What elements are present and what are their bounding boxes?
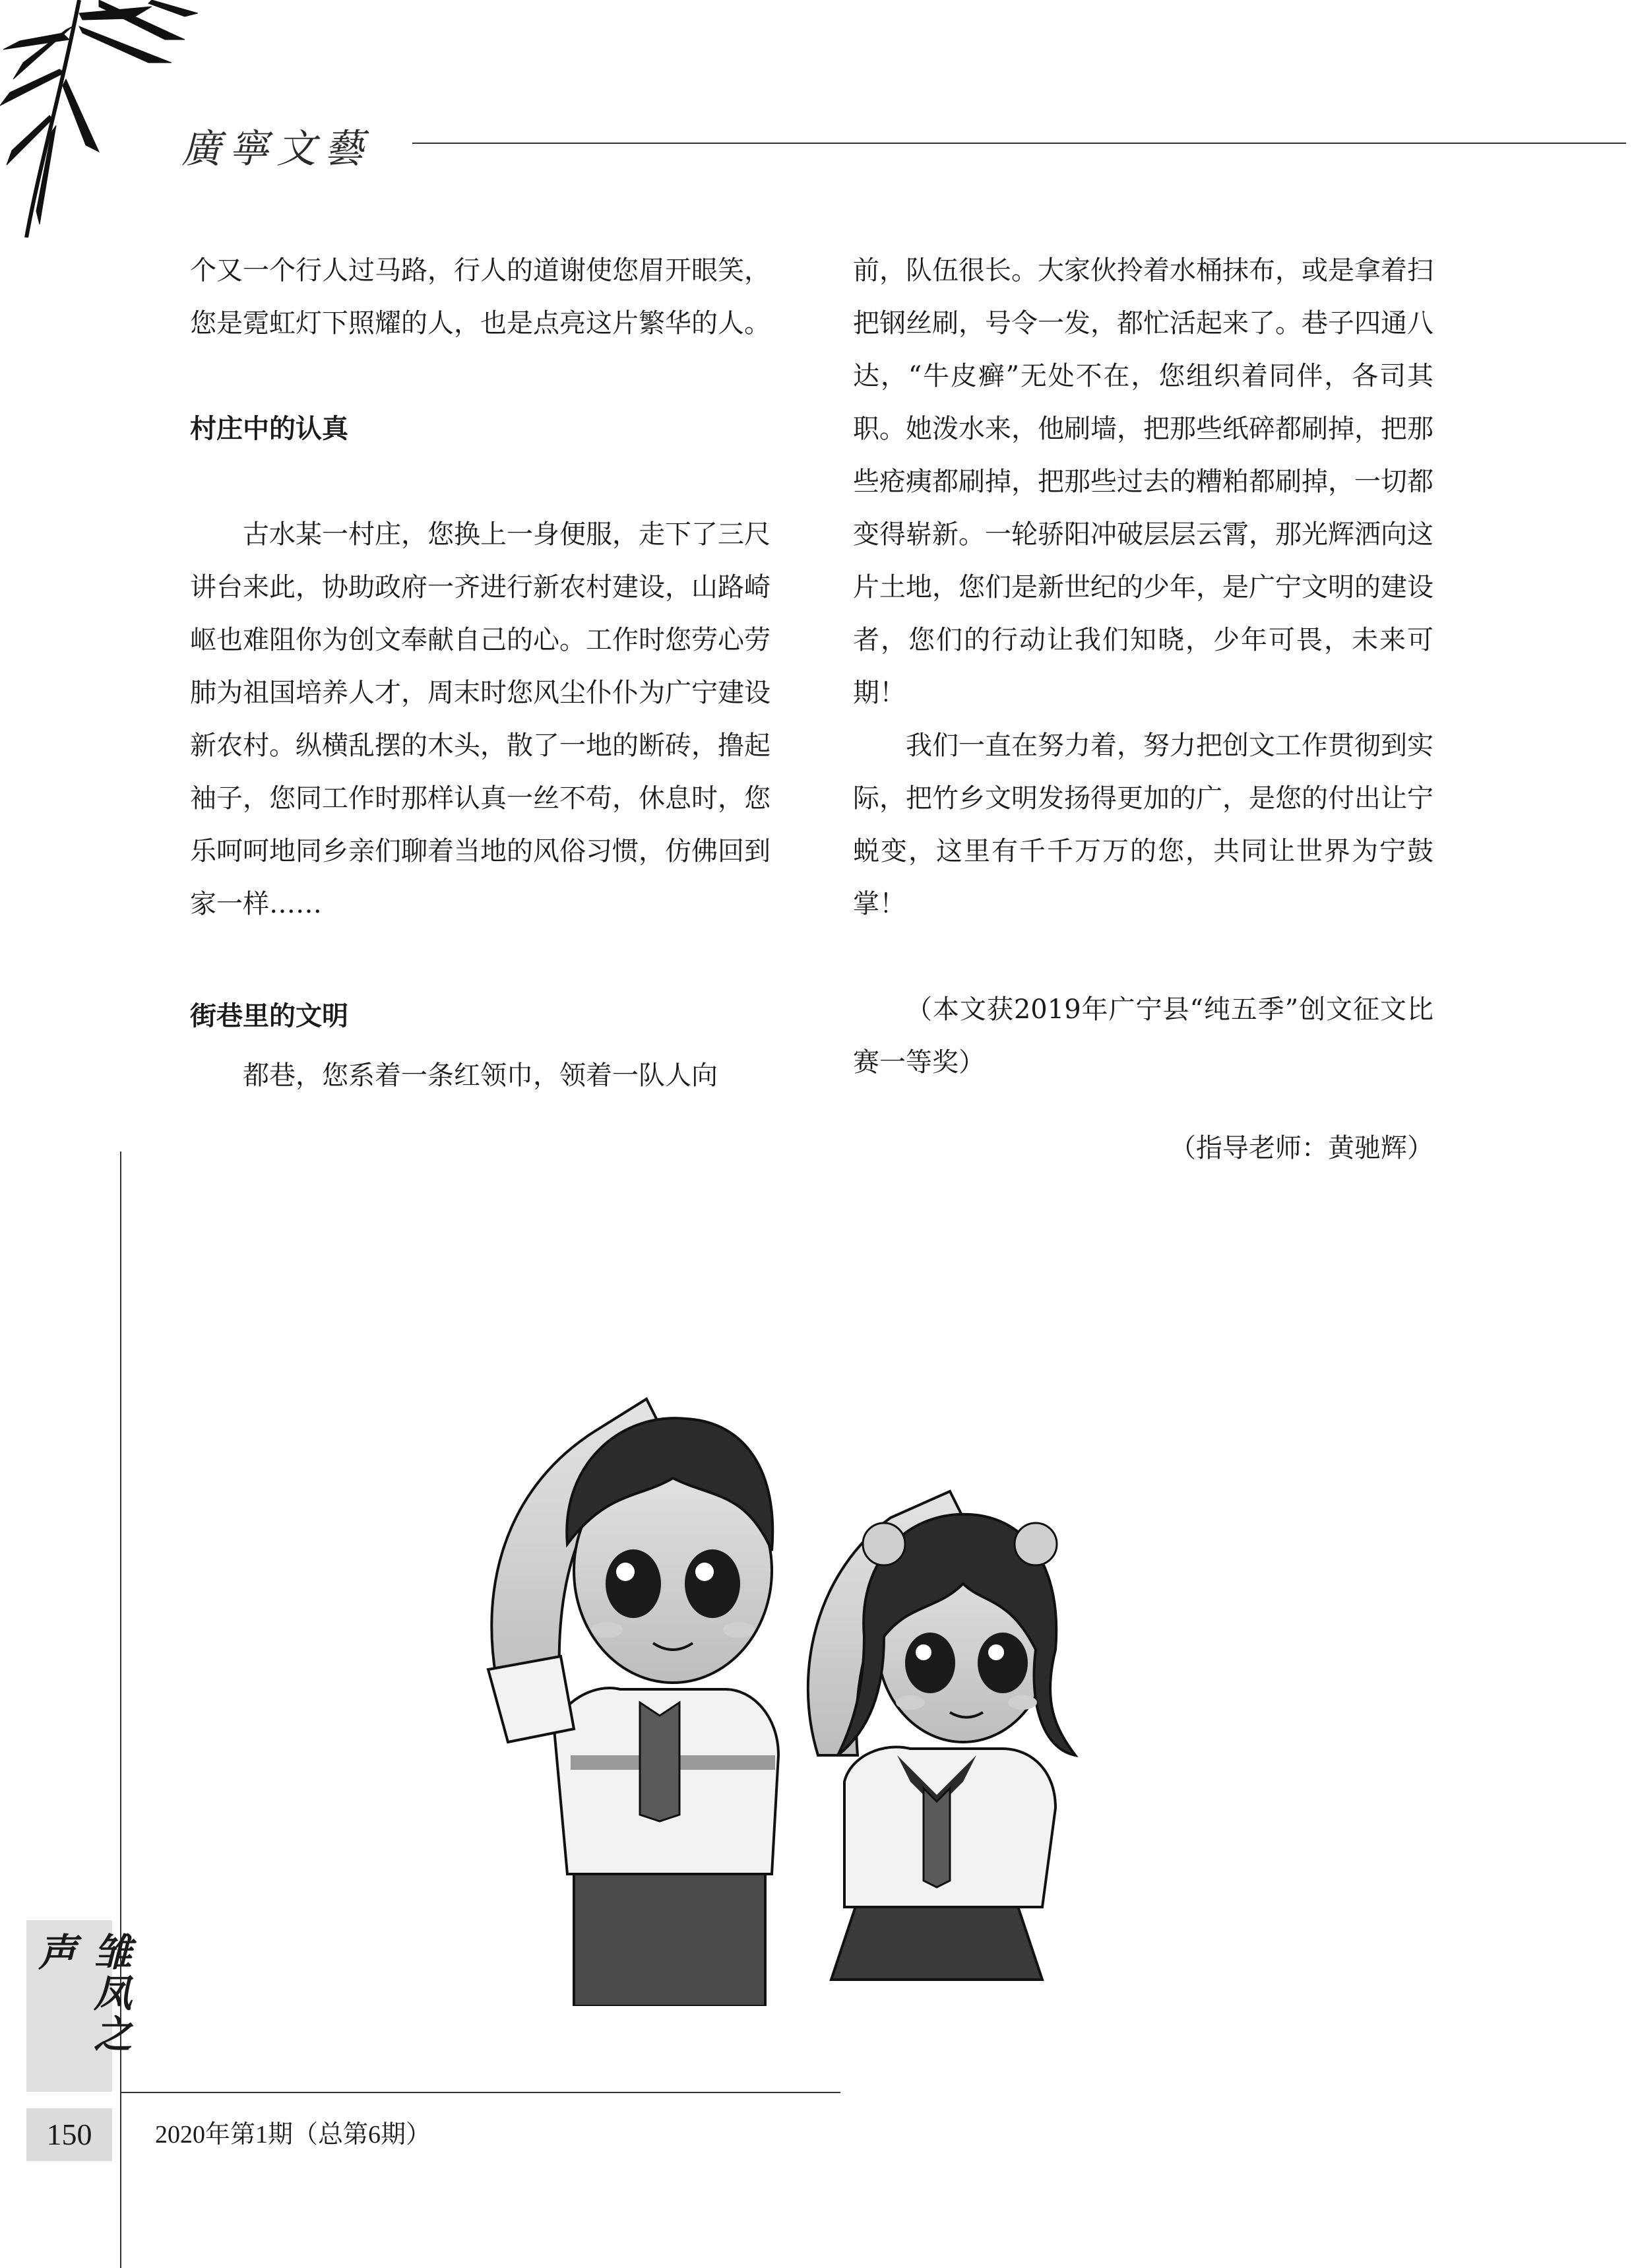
paragraph: 前，队伍很长。大家伙拎着水桶抹布，或是拿着扫把钢丝刷，号令一发，都忙活起来了。巷子四通八达，“牛皮癣”无处不在，您组织着同伴，各司其职。她泼水来，他刷墙，把那些纸碎都刷掉，把那些疮痍都刷掉，把那些过去的糟粕都刷掉，一切都变得崭新。一轮骄阳冲破层层云霄，那光辉洒向这片土地，您们是新世纪的少年，是广宁文明的建设者，您们的行动让我们知晓，少年可畏，未来可期！ [853, 255, 1433, 708]
paragraph: 个又一个行人过马路，行人的道谢使您眉开眼笑，您是霓虹灯下照耀的人，也是点亮这片繁华的人。 [190, 255, 771, 339]
saluting-children-illustration [462, 1359, 1174, 2006]
page-number: 150 [26, 2108, 112, 2161]
magazine-title: 雏凤之声 [32, 1932, 132, 2055]
advisor-credit: （指导老师：黄驰辉） [1170, 1133, 1433, 1163]
left-column [190, 244, 771, 1102]
bamboo-decoration [0, 0, 198, 238]
paragraph: 都巷，您系着一条红领巾，领着一队人向 [243, 1060, 718, 1091]
section-logo: 廣寧文藝 [181, 126, 371, 172]
margin-rule [120, 1151, 121, 2268]
right-column [853, 244, 1433, 1175]
section-heading: 村庄中的认真 [190, 414, 348, 444]
boy-figure [488, 1399, 778, 2006]
paragraph: 我们一直在努力着，努力把创文工作贯彻到实际，把竹乡文明发扬得更加的广，是您的付出让宁蜕变，这里有千千万万的您，共同让世界为宁鼓掌！ [853, 730, 1433, 919]
footer-rule [120, 2092, 840, 2093]
issue-info: 2020年第1期（总第6期） [155, 2121, 431, 2149]
girl-figure [808, 1491, 1075, 1980]
section-heading: 街巷里的文明 [190, 1001, 348, 1031]
header-rule [412, 143, 1626, 144]
magazine-title-box [26, 1920, 132, 2092]
award-note: （本文获2019年广宁县“纯五季”创文征文比赛一等奖） [853, 994, 1433, 1078]
paragraph: 古水某一村庄，您换上一身便服，走下了三尺讲台来此，协助政府一齐进行新农村建设，山路崎岖也难阻你为创文奉献自己的心。工作时您劳心劳肺为祖国培养人才，周末时您风尘仆仆为广宁建设新农村。纵横乱摆的木头，散了一地的断砖，撸起袖子，您同工作时那样认真一丝不苟，休息时，您乐呵呵地同乡亲们聊着当地的风俗习惯，仿佛回到家一样…… [190, 519, 771, 919]
